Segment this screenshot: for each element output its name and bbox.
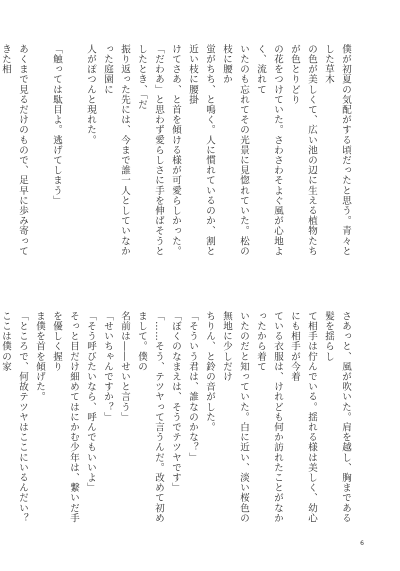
text-line: ちりん、と鈴の音がした。 xyxy=(204,311,215,433)
text-line: いたのも忘れてその光景に見惚れていた。松の枝に腰か xyxy=(221,44,249,257)
text-block-bottom xyxy=(0,311,354,533)
page-number: 6 xyxy=(360,540,364,547)
text-line: の色が美しくて、広い池の辺に生える植物たちが色とりどり xyxy=(289,44,317,257)
text-line: 振り返った先には、今まで誰一人としていなかった庭園に xyxy=(102,44,130,257)
text-line: 名前は――せいと言う」 xyxy=(119,311,130,423)
text-line: いたのだと知っていた。白に近い、淡い桜色の無地に少しだけ xyxy=(221,311,249,524)
text-line: 「……そう、テツヤって言うんだ。改めて初めまして。僕の xyxy=(136,311,164,524)
text-line: 「触っては駄目よ。逃げてしまう」 xyxy=(51,44,62,206)
text-line: 「そういう君は、誰なのかな？」 xyxy=(187,311,198,463)
text-line: ている衣服は、けれども何か訪れたことがなかったから着て xyxy=(255,311,283,524)
text-line: そっと目だけ細めてはにかむ少年は、繋いだ手を優しく握り xyxy=(51,311,79,524)
text-line: けてさあ、と首を傾ける様が可愛らしかった。 xyxy=(170,44,181,257)
text-line xyxy=(31,44,48,266)
text-line: 「せいちゃんですか？」 xyxy=(102,311,113,423)
text-line: て相手は佇んでいる。揺れる様は美しく、幼心にも相手が今着 xyxy=(289,311,317,524)
text-block-top xyxy=(0,44,354,266)
text-line: あくまで見るだけのもので、足早に歩み寄ってきた相 xyxy=(0,44,28,257)
text-line: 「そう呼びたいなら、呼んでもいいよ」 xyxy=(85,311,96,493)
text-line: 僕が初夏の気配がする頃だったと思う。青々とした草木 xyxy=(323,44,351,257)
text-line: 蛍がちち、と鳴く。人に慣れているのか、割と近い枝に腰掛 xyxy=(187,44,215,257)
text-line: 「ところで、何故テツヤはここにいるんだい？ここは僕の家 xyxy=(0,311,28,524)
text-line: の花をつけていた。さわさわそよぐ風が心地よく、流れて xyxy=(255,44,283,257)
text-line: ま僕を首を傾げた。 xyxy=(34,311,45,402)
text-line xyxy=(65,44,82,266)
text-line: さあっと、風が吹いた。肩を越し、胸まである髪を揺らし xyxy=(323,311,351,524)
text-line: 「ぼくのなまえは、そうでテツヤです」 xyxy=(170,311,181,493)
text-line: 「だわあ」と思わず愛らしさに手を伸ばそうとしたとき、「だ xyxy=(136,44,164,257)
text-line: 人がぽつんと現れた。 xyxy=(85,44,96,145)
